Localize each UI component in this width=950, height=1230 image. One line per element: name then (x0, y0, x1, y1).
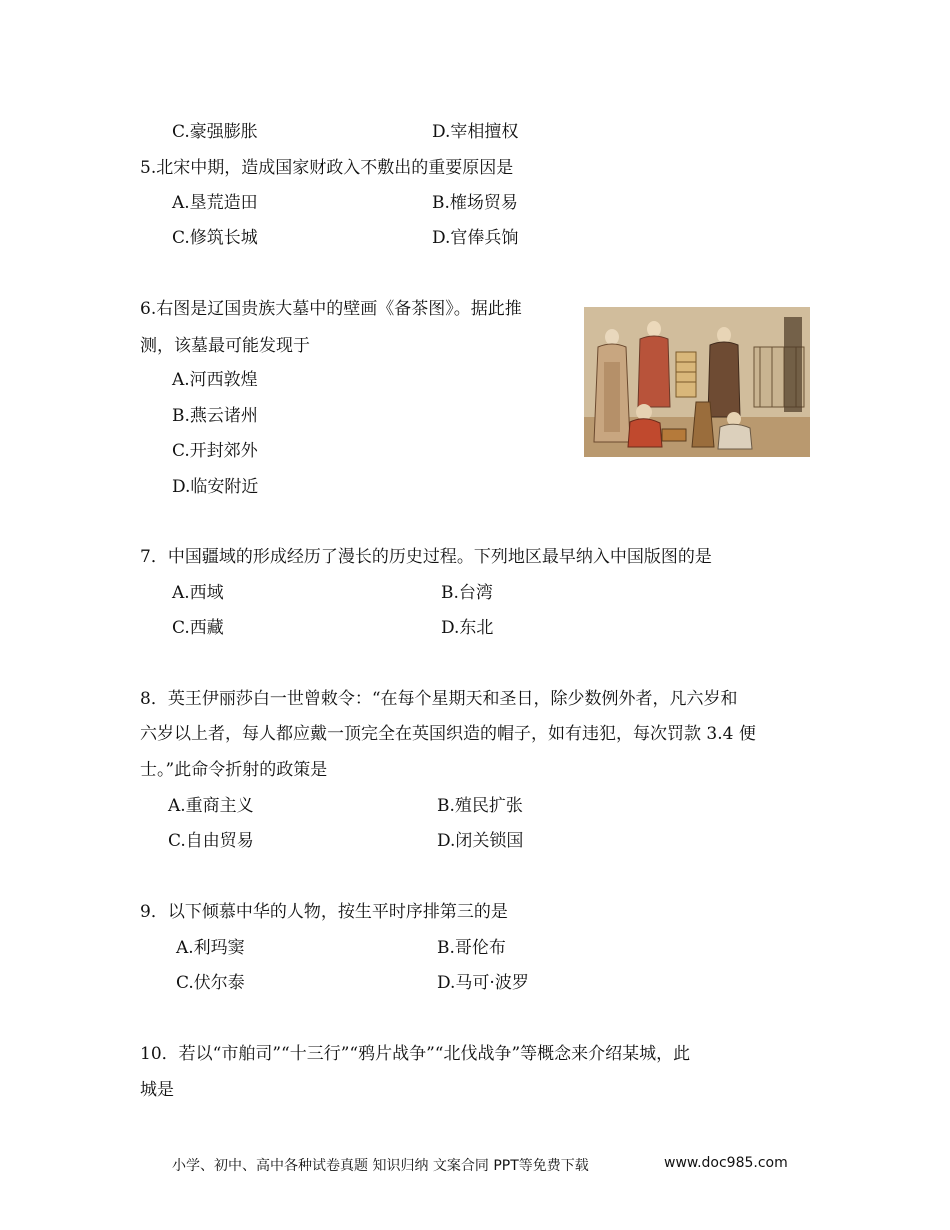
q7-option-c: C.西藏 (172, 618, 224, 638)
footer-text: 小学、初中、高中各种试卷真题 知识归纳 文案合同 PPT等免费下载 (172, 1158, 589, 1174)
q6-stem-line1: 6.右图是辽国贵族大墓中的壁画《备茶图》。据此推 (140, 299, 522, 319)
q9-option-c: C.伏尔泰 (176, 973, 245, 993)
q6-option-b: B.燕云诸州 (172, 406, 258, 426)
q5-option-a: A.垦荒造田 (172, 193, 258, 213)
q7-option-d: D.东北 (441, 618, 494, 638)
q4-option-d: D.宰相擅权 (432, 122, 519, 142)
q5-option-d: D.官俸兵饷 (432, 228, 519, 248)
q9-option-b: B.哥伦布 (437, 938, 506, 958)
q10-stem-line1: 10．若以“市舶司”“十三行”“鸦片战争”“北伐战争”等概念来介绍某城，此 (140, 1044, 691, 1064)
q8-stem-line1: 8．英王伊丽莎白一世曾敕令：“在每个星期天和圣日，除少数例外者，凡六岁和 (140, 689, 738, 709)
q5-stem: 5.北宋中期，造成国家财政入不敷出的重要原因是 (140, 158, 514, 178)
q8-option-d: D.闭关锁国 (437, 831, 524, 851)
q5-option-b: B.榷场贸易 (432, 193, 518, 213)
mural-painting (584, 307, 810, 457)
q6-stem-line2: 测，该墓最可能发现于 (140, 336, 310, 356)
q5-option-c: C.修筑长城 (172, 228, 258, 248)
q8-option-a: A.重商主义 (168, 796, 254, 816)
q10-stem-line2: 城是 (140, 1080, 174, 1100)
q9-option-d: D.马可·波罗 (437, 973, 529, 993)
q7-option-a: A.西域 (172, 583, 224, 603)
footer-url[interactable]: www.doc985.com (664, 1155, 788, 1171)
q6-option-a: A.河西敦煌 (172, 370, 258, 390)
q7-option-b: B.台湾 (441, 583, 493, 603)
q9-stem: 9．以下倾慕中华的人物，按生平时序排第三的是 (140, 902, 508, 922)
q8-option-c: C.自由贸易 (168, 831, 254, 851)
q8-stem-line3: 士。”此命令折射的政策是 (140, 760, 328, 780)
q6-option-d: D.临安附近 (172, 477, 259, 497)
q9-option-a: A.利玛窦 (176, 938, 245, 958)
q8-stem-line2: 六岁以上者，每人都应戴一顶完全在英国织造的帽子，如有违犯，每次罚款 3.4 便 (140, 724, 756, 744)
q6-option-c: C.开封郊外 (172, 441, 258, 461)
q7-stem: 7．中国疆域的形成经历了漫长的历史过程。下列地区最早纳入中国版图的是 (140, 547, 712, 567)
q8-option-b: B.殖民扩张 (437, 796, 523, 816)
q4-option-c: C.豪强膨胀 (172, 122, 258, 142)
